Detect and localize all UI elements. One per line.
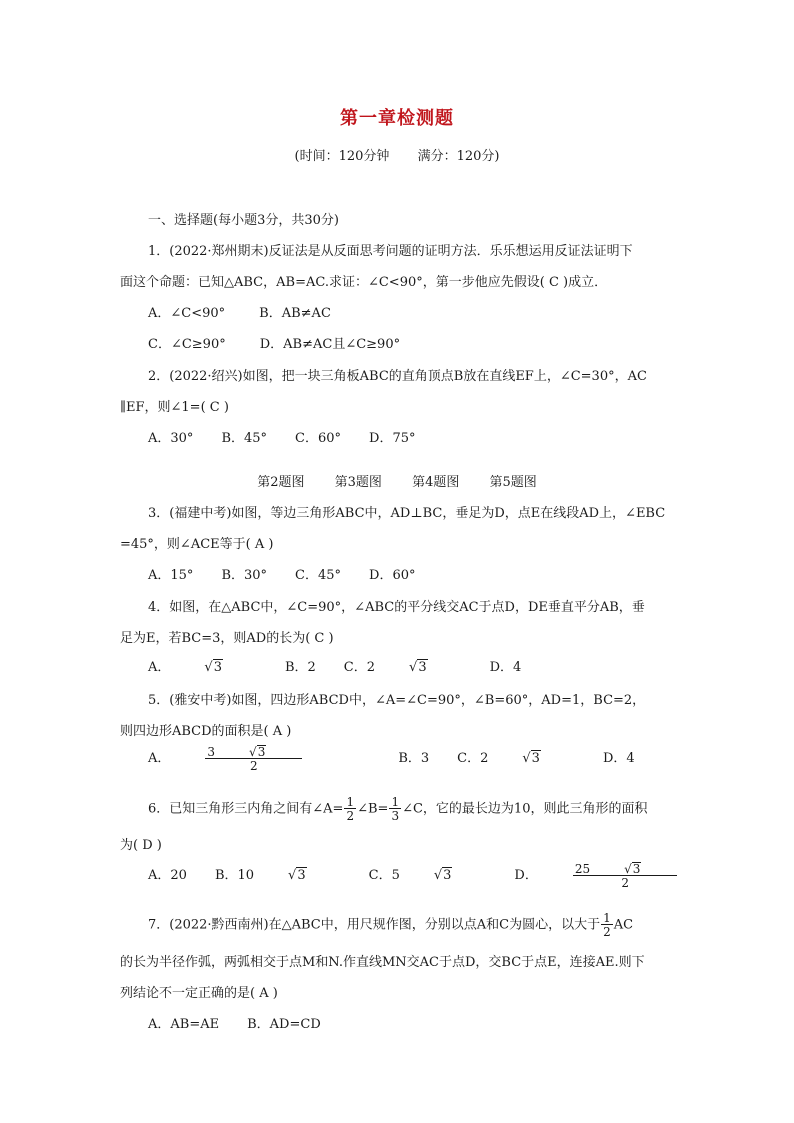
question-6-options — [148, 862, 773, 889]
option-c: C．5 √3 — [368, 868, 452, 883]
page-title: 第一章检测题 — [340, 108, 454, 129]
option-d: D． $\frac{25 √3}{2}$ — [514, 862, 745, 889]
option-d: D．4 — [489, 660, 522, 675]
option-b: B．10 √3 — [214, 868, 306, 883]
question-6-line-1: 6．已知三角形三内角之间有∠A= $\frac{1}{2}$ ∠B= $\frac{1}{3}$ ∠C，它的最长边为10，则此三角形的面积 — [148, 795, 648, 823]
question-1-options-row-1 — [148, 302, 365, 321]
option-a: A．15° — [148, 568, 194, 583]
option-a: A．AB=AE — [148, 1017, 220, 1032]
question-4-options — [148, 656, 549, 675]
figure-caption: 第3题图 — [334, 475, 382, 490]
question-3-line-2: =45°，则∠ACE等于( A ) — [120, 537, 274, 552]
option-d: D．60° — [369, 568, 416, 583]
question-3-options — [148, 564, 444, 583]
option-c: C．2 √3 — [343, 660, 427, 675]
question-4-line-2: 足为E，若BC=3，则AD的长为( C ) — [120, 631, 334, 646]
option-b: B．AB≠AC — [259, 306, 331, 321]
option-c: C．∠C≥90° — [148, 337, 226, 352]
question-2-line-2: ∥EF，则∠1=( C ) — [120, 400, 229, 415]
option-a: A．∠C<90° — [148, 306, 226, 321]
option-d: D．AB≠AC且∠C≥90° — [259, 337, 401, 352]
time-limit: (时间：120分钟 — [294, 149, 390, 164]
option-b: B．2 — [284, 660, 316, 675]
option-b: B．45° — [221, 431, 268, 446]
option-d: D．75° — [369, 431, 416, 446]
option-a: A．20 — [148, 868, 187, 883]
question-5-options — [148, 745, 663, 772]
option-c: C．60° — [295, 431, 342, 446]
question-1-line-2: 面这个命题：已知△ABC，AB=AC.求证：∠C<90°，第一步他应先假设( C )成立． — [120, 275, 608, 290]
question-1-options-row-2 — [148, 333, 434, 352]
option-a: A． $\frac{3 √3}{2}$ — [148, 745, 370, 772]
figure-captions — [0, 471, 794, 490]
question-5-line-2: 则四边形ABCD的面积是( A ) — [120, 724, 292, 739]
question-5-line-1: 5．(雅安中考)如图，四边形ABCD中，∠A=∠C=90°，∠B=60°，AD=1，BC=2， — [148, 693, 646, 708]
option-d: D．4 — [602, 751, 635, 766]
option-b: B．3 — [398, 751, 430, 766]
question-7-line-3: 列结论不一定正确的是( A ) — [120, 986, 278, 1001]
question-1-line-1: 1．(2022·郑州期末)反证法是从反面思考问题的证明方法．乐乐想运用反证法证明下 — [148, 244, 633, 259]
figure-caption: 第5题图 — [489, 475, 537, 490]
question-7-line-2: 的长为半径作弧，两弧相交于点M和N.作直线MN交AC于点D，交BC于点E，连接AE.则下 — [120, 955, 645, 970]
figure-caption: 第4题图 — [412, 475, 460, 490]
question-2-options — [148, 427, 444, 446]
question-4-line-1: 4．如图，在△ABC中，∠C=90°，∠ABC的平分线交AC于点D，DE垂直平分AB，垂 — [148, 600, 645, 615]
option-c: C．2 √3 — [457, 751, 540, 766]
option-b: B．30° — [221, 568, 268, 583]
question-6-line-2: 为( D ) — [120, 838, 162, 853]
option-a: A． √3 — [148, 660, 222, 675]
question-7-options — [148, 1013, 349, 1032]
option-c: C．45° — [295, 568, 342, 583]
exam-info — [0, 145, 794, 164]
section-heading: 一、选择题(每小题3分，共30分) — [148, 213, 339, 228]
question-2-line-1: 2．(2022·绍兴)如图，把一块三角板ABC的直角顶点B放在直线EF上，∠C=30°，AC — [148, 369, 647, 384]
question-7-line-1: 7．(2022·黔西南州)在△ABC中，用尺规作图，分别以点A和C为圆心，以大于 $\frac{1}{2}$ AC — [148, 911, 634, 939]
option-a: A．30° — [148, 431, 194, 446]
full-score: 满分：120分) — [417, 149, 500, 164]
figure-caption: 第2题图 — [257, 475, 305, 490]
question-3-line-1: 3．(福建中考)如图，等边三角形ABC中，AD⊥BC，垂足为D，点E在线段AD上，∠EBC — [148, 506, 666, 521]
option-b: B．AD=CD — [247, 1017, 321, 1032]
